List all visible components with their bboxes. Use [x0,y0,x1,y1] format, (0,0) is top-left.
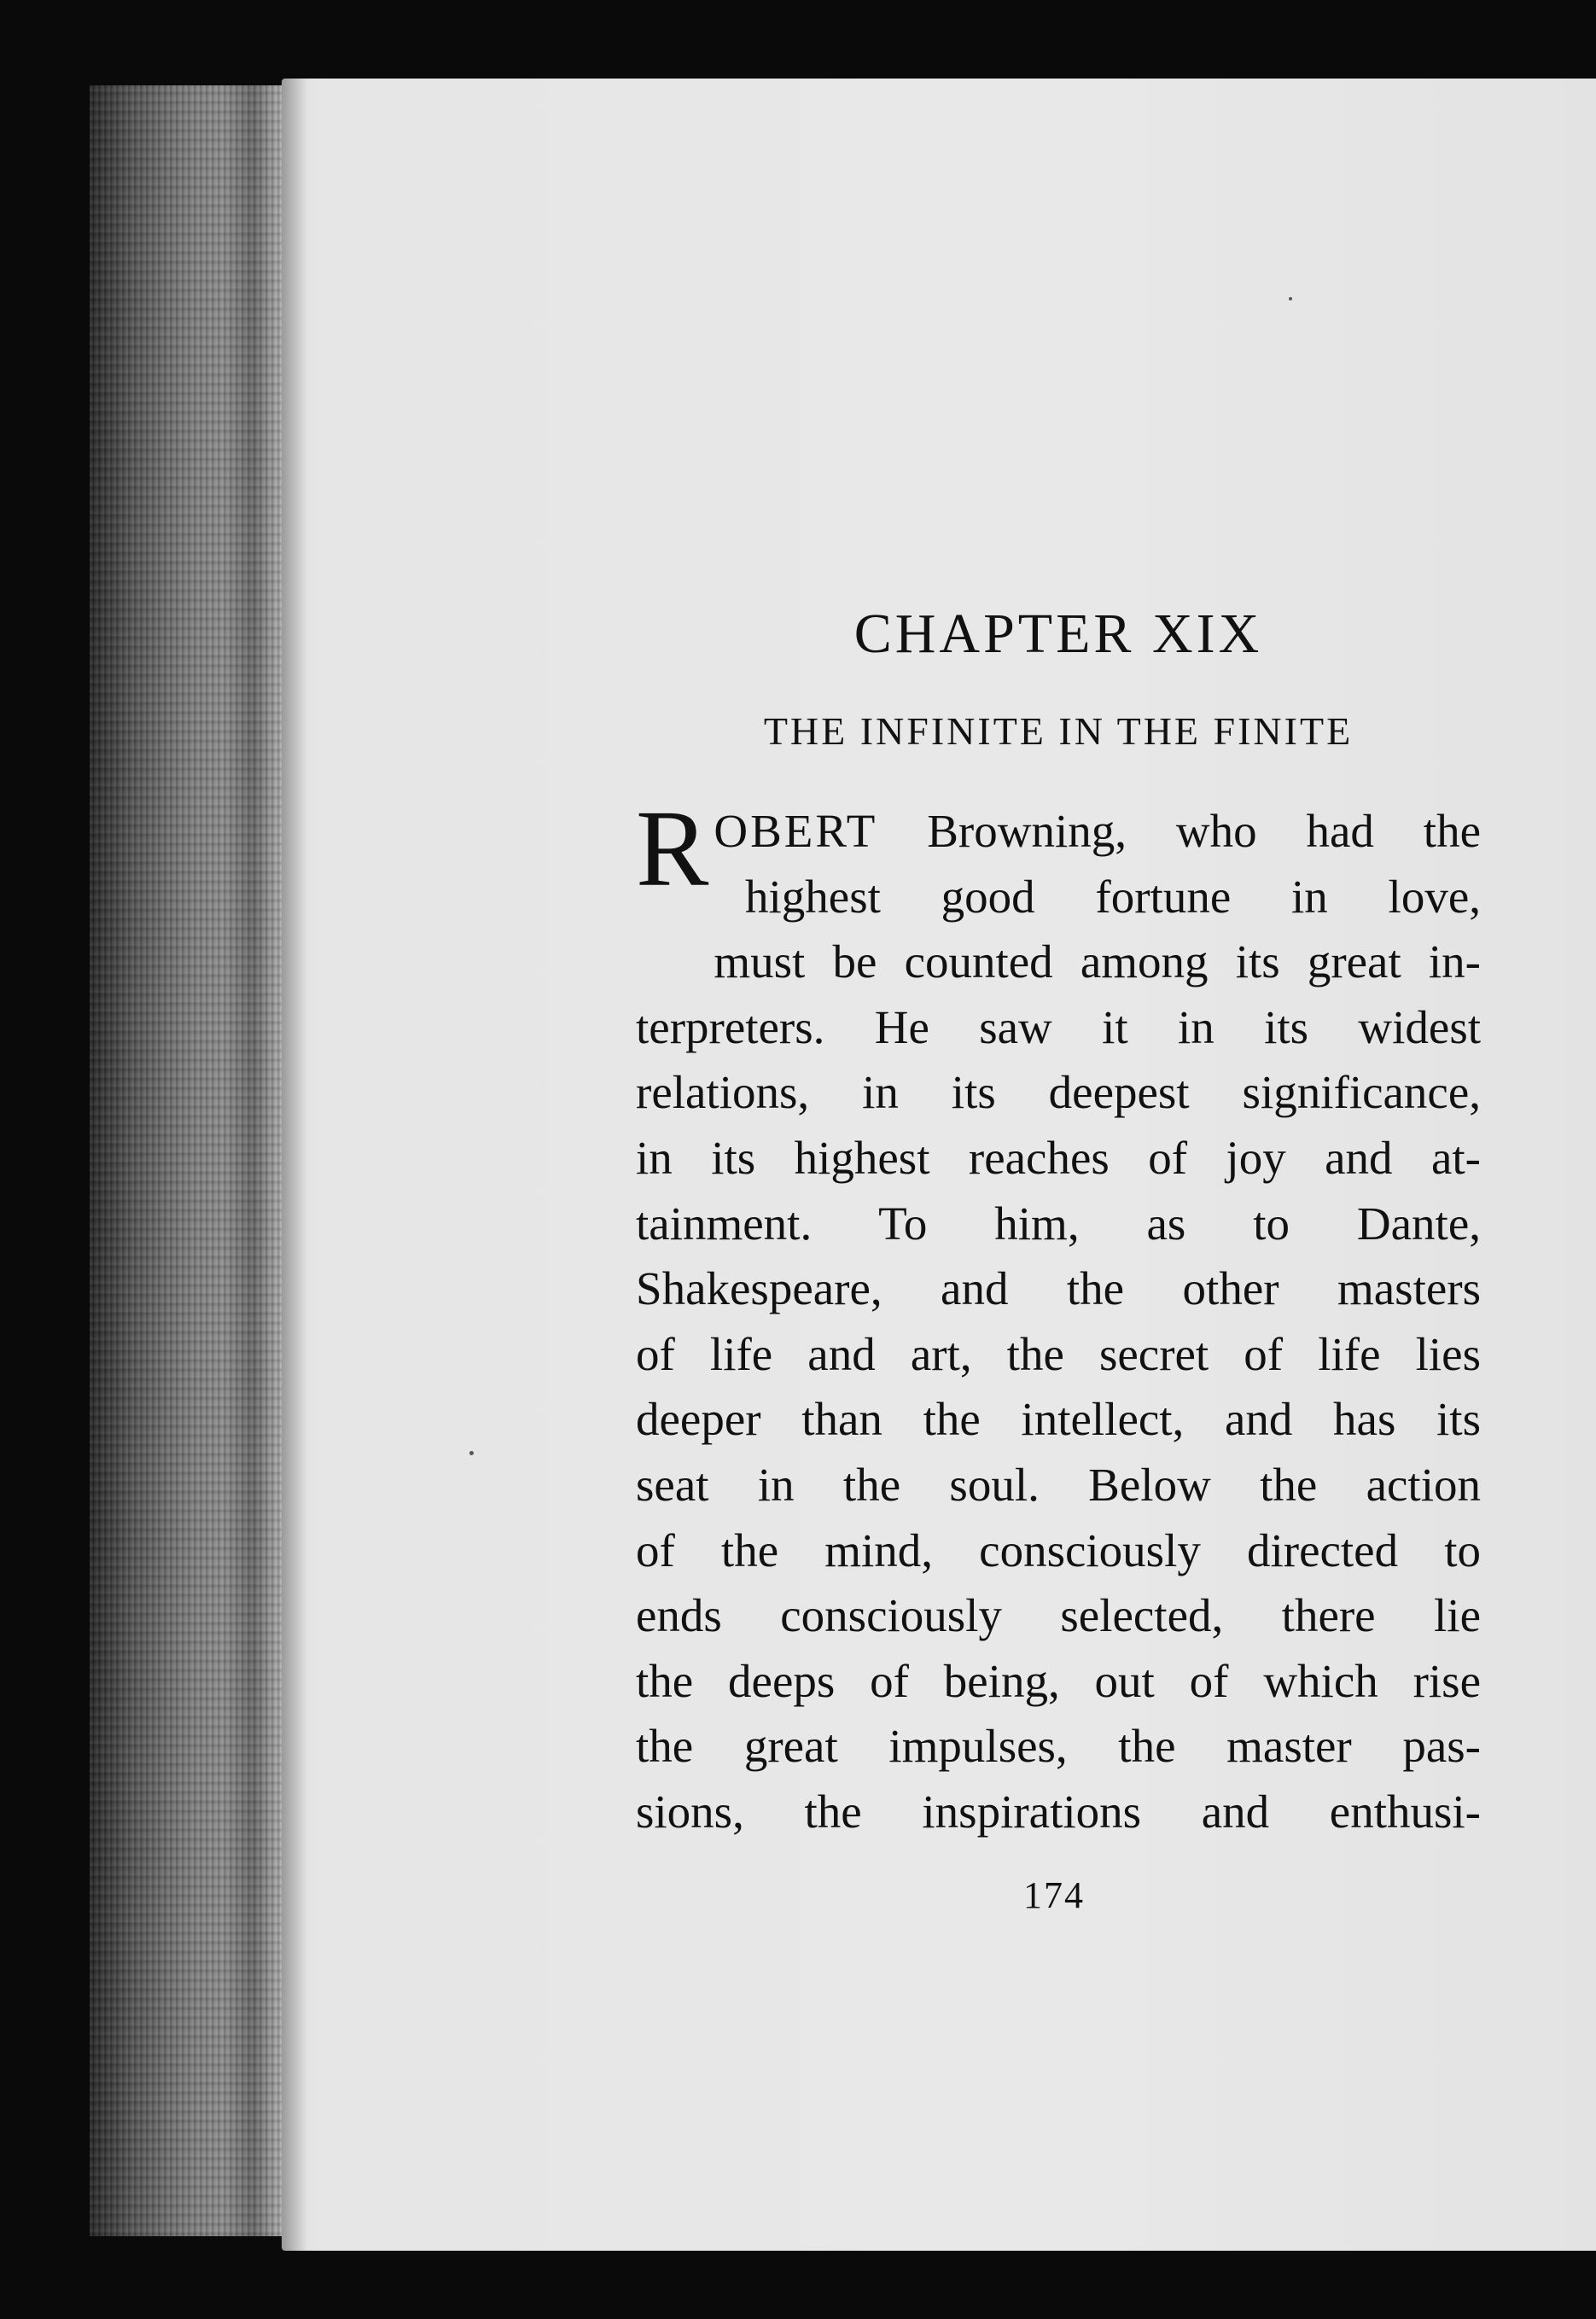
page-number: 174 [1023,1874,1085,1916]
text-line-10: deeper than the intellect, and has its [636,1393,1481,1446]
text-line-14: the deeps of being, out of which rise [636,1654,1481,1707]
text-line-4: terpreters. He saw it in its widest [636,1000,1481,1053]
text-line-8: Shakespeare, and the other masters [636,1262,1481,1315]
text-line-15: the great impulses, the master pas- [636,1720,1481,1773]
chapter-heading: CHAPTER XIX [853,603,1263,665]
text-line-7: tainment. To him, as to Dante, [636,1197,1481,1250]
text-line-11: seat in the soul. Below the action [636,1458,1481,1511]
book-page-edges [90,85,294,2236]
scan-speck [469,1451,474,1455]
gutter-shadow [282,79,307,2251]
text-line-12: of the mind, consciously directed to [636,1524,1481,1576]
text-line-9: of life and art, the secret of life lies [636,1327,1481,1380]
scan-speck [1289,297,1292,300]
text-line-16: sions, the inspirations and enthusi- [636,1785,1481,1838]
line-1-rest: Browning, who had the [877,805,1481,857]
text-line-13: ends consciously selected, there lie [636,1589,1481,1642]
text-line-5: relations, in its deepest significance, [636,1066,1481,1119]
text-line-6: in its highest reaches of joy and at- [636,1131,1481,1184]
text-block [636,597,1481,1845]
text-line-1 [636,799,1481,865]
chapter-title: THE INFINITE IN THE FINITE [763,709,1354,753]
text-line-3: must be counted among its great in- [714,935,1481,988]
text-line-2: highest good fortune in love, [745,870,1481,923]
drop-cap: R [636,788,709,909]
body-text [636,788,1481,1845]
first-word-small-caps: OBERT [714,805,878,857]
